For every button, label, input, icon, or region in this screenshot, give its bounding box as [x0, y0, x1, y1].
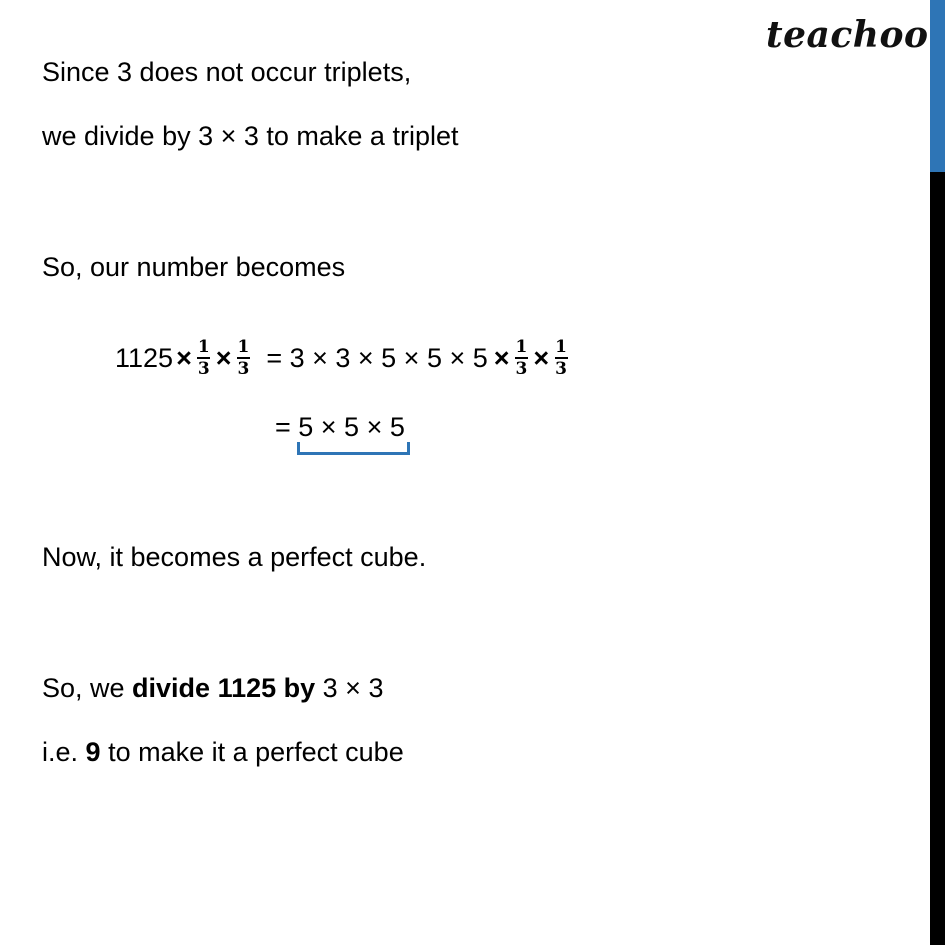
equation-result: = 5 × 5 × 5 — [275, 412, 405, 442]
fraction-numerator: 1 — [237, 337, 250, 357]
conclusion-suffix: 3 × 3 — [315, 673, 384, 703]
answer-bold: 9 — [85, 737, 101, 767]
text-line-answer — [42, 736, 404, 768]
fraction-denominator: 3 — [555, 359, 567, 379]
conclusion-bold: divide 1125 by — [132, 673, 316, 703]
fraction-numerator: 1 — [555, 337, 567, 357]
fraction-numerator: 1 — [197, 337, 210, 357]
triplet-bracket — [297, 442, 410, 455]
fraction-denominator: 3 — [197, 359, 210, 379]
fraction-one-third — [554, 338, 568, 378]
fraction-one-third — [197, 338, 211, 378]
fraction-denominator: 3 — [515, 359, 528, 379]
text-line-number-becomes: So, our number becomes — [42, 252, 346, 282]
lhs-number: 1125 — [115, 343, 174, 373]
times-symbol: × — [493, 343, 510, 373]
fraction-numerator: 1 — [515, 337, 528, 357]
fraction-one-third — [236, 338, 250, 378]
text-line-conclusion — [42, 672, 383, 704]
teachoo-logo: teachoo — [766, 14, 929, 56]
answer-suffix: to make it a perfect cube — [100, 737, 404, 767]
rhs-product: = 3 × 3 × 5 × 5 × 5 — [266, 343, 488, 373]
equation-row-1 — [115, 338, 570, 378]
scrollbar-thumb[interactable] — [930, 0, 945, 172]
text-line-perfect-cube: Now, it becomes a perfect cube. — [42, 542, 427, 572]
times-symbol: × — [176, 343, 192, 373]
times-symbol: × — [533, 343, 550, 373]
conclusion-prefix: So, we — [42, 673, 133, 703]
text-line-since: Since 3 does not occur triplets, — [42, 57, 412, 87]
answer-prefix: i.e. — [42, 737, 86, 767]
fraction-denominator: 3 — [237, 359, 250, 379]
text-line-divide: we divide by 3 × 3 to make a triplet — [42, 121, 459, 151]
times-symbol: × — [215, 343, 232, 373]
scrollbar[interactable] — [930, 0, 945, 945]
fraction-one-third — [515, 338, 529, 378]
